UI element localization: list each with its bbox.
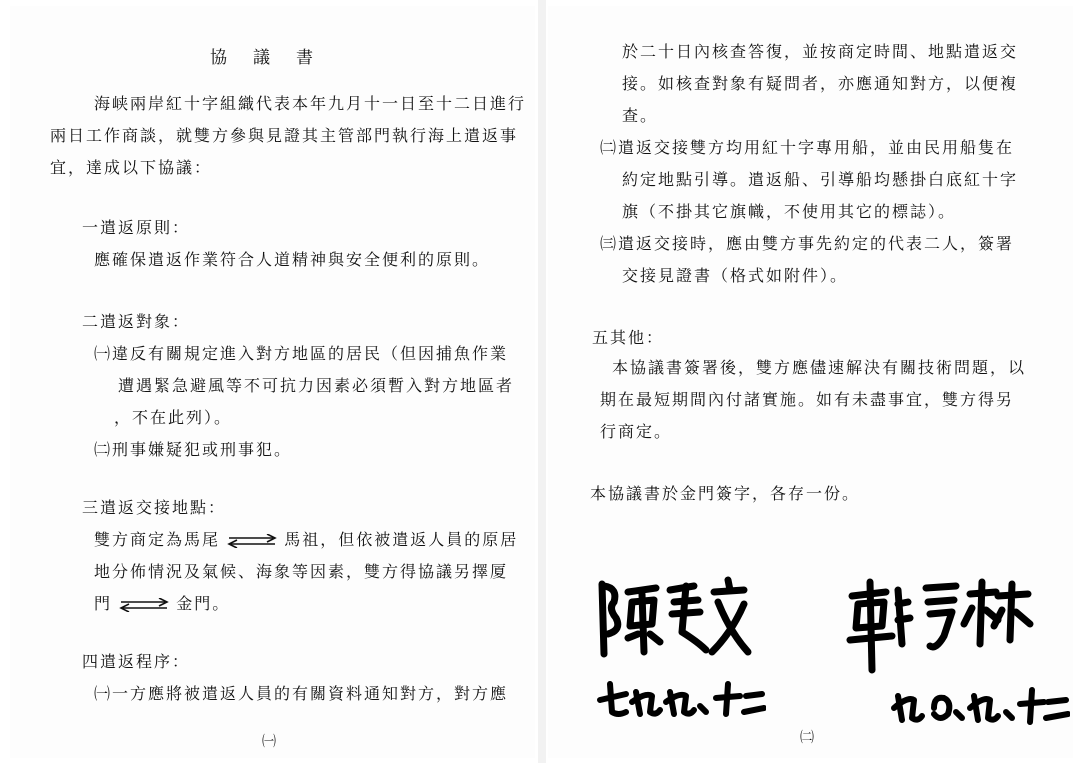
page-number: ㈠	[262, 734, 276, 750]
closing-statement: 本協議書於金門簽字，各存一份。	[590, 484, 861, 503]
section-heading: 五其他：	[592, 328, 665, 347]
text-segment: 門	[94, 594, 113, 613]
document-title: 協議書	[210, 48, 339, 68]
left-page	[10, 6, 535, 758]
section-heading: 二遣返對象：	[82, 312, 191, 331]
date-right	[890, 682, 1070, 728]
list-item-continued: 查。	[622, 106, 659, 125]
right-page	[548, 6, 1073, 758]
text-segment: 雙方商定為馬尾	[94, 530, 221, 549]
text-segment: 金門。	[176, 594, 231, 613]
intro-line: 宜，達成以下協議：	[50, 158, 213, 177]
section-body: 行商定。	[600, 422, 673, 441]
list-item: ㈠違反有關規定進入對方地區的居民（但因捕魚作業	[94, 344, 509, 363]
page-number: ㈡	[800, 730, 814, 746]
list-item-continued: 於二十日內核查答復，並按商定時間、地點遣返交	[622, 42, 1019, 61]
signature-right	[846, 574, 1036, 674]
section-body: 本協議書簽署後，雙方應儘速解決有關技術問題，以	[612, 358, 1027, 377]
list-item: ㈠一方應將被遣返人員的有關資料通知對方，對方應	[94, 684, 509, 703]
list-item-continued: 旗（不掛其它旗幟，不使用其它的標誌）。	[622, 202, 957, 221]
list-item: ㈡遣返交接雙方均用紅十字專用船，並由民用船隻在	[600, 138, 1015, 157]
list-item-continued: ，不在此列）。	[114, 408, 233, 427]
section-body: 應確保遣返作業符合人道精神與安全便利的原則。	[94, 250, 491, 269]
section-body-line	[94, 594, 230, 614]
section-heading: 一遣返原則：	[82, 218, 191, 237]
two-way-arrow-icon	[227, 534, 277, 548]
intro-line: 兩日工作商談，就雙方參與見證其主管部門執行海上遣返事	[50, 126, 519, 145]
signature-left	[594, 572, 754, 662]
section-body: 期在最短期間內付諸實施。如有未盡事宜，雙方得另	[600, 390, 1015, 409]
two-way-arrow-icon	[119, 598, 169, 612]
list-item-continued: 交接見證書（格式如附件）。	[622, 266, 849, 285]
intro-line: 海峡兩岸紅十字組織代表本年九月十一日至十二日進行	[94, 94, 527, 113]
list-item: ㈢遣返交接時，應由雙方事先約定的代表二人，簽署	[600, 234, 1015, 253]
section-body-line: 地分佈情況及氣候、海象等因素，雙方得協議另擇厦	[94, 562, 509, 581]
page-gutter	[538, 0, 546, 763]
text-segment: 馬祖，但依被遣返人員的原居	[284, 530, 519, 549]
date-left	[596, 678, 766, 722]
list-item-continued: 接。如核查對象有疑問者，亦應通知對方，以便複	[622, 74, 1019, 93]
list-item: ㈡刑事嫌疑犯或刑事犯。	[94, 440, 293, 459]
section-body-line	[94, 530, 518, 550]
section-heading: 四遣返程序：	[82, 652, 191, 671]
list-item-continued: 遭遇緊急避風等不可抗力因素必須暫入對方地區者	[118, 376, 515, 395]
list-item-continued: 約定地點引導。遣返船、引導船均懸掛白底紅十字	[622, 170, 1019, 189]
section-heading: 三遣返交接地點：	[82, 498, 227, 517]
